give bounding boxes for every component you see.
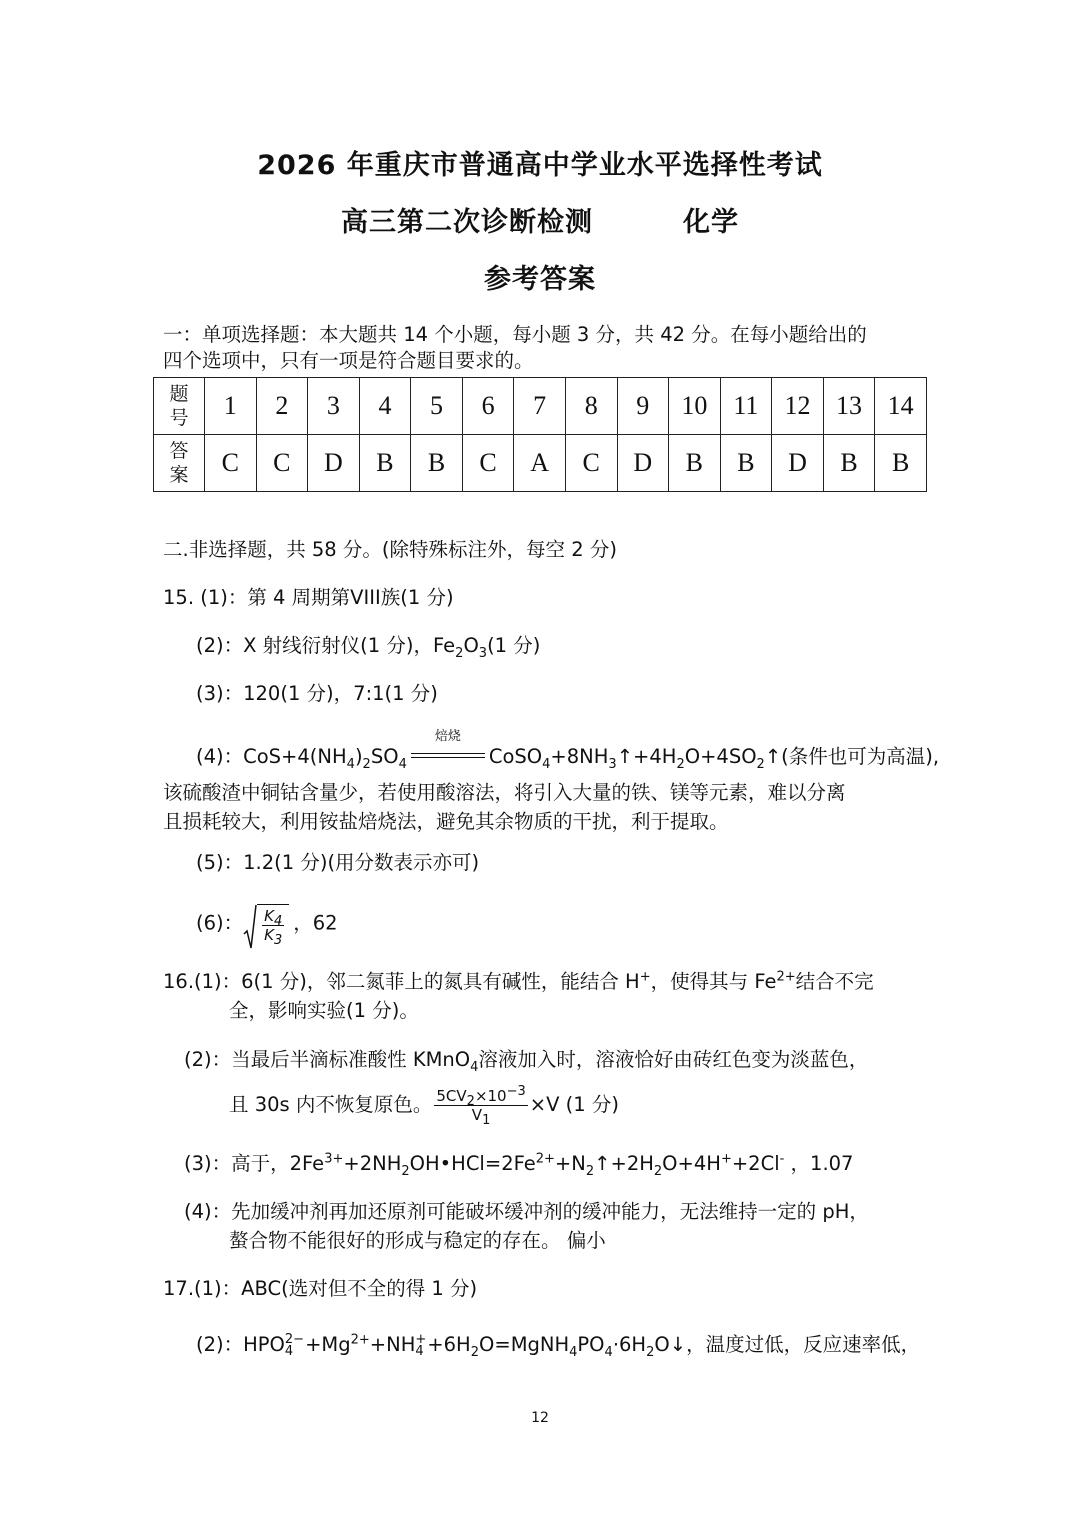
q17-part2: (2)：HPO 2− 4 $+Mg^{2+}+NH$ + 4 $+6H_2O=MgNH_4PO_4\cdot 6H_2O↓$，温度过低，反应速率低，: [196, 1331, 921, 1360]
answer-cell: D: [772, 435, 824, 492]
q16-part2-line2: 且 30s 内不恢复原色。 $\frac{5CV_2\times 10^{-3}}{V_1}$ ×V (1 分): [229, 1084, 619, 1128]
reaction-condition: 焙烧: [411, 742, 485, 772]
question-number-cell: 2: [256, 378, 308, 435]
question-number-cell: 12: [772, 378, 824, 435]
q15-part4-line3: 且损耗较大，利用铵盐焙烧法，避免其余物质的干扰，利于提取。: [163, 810, 729, 833]
q16-part3: (3)：高于，$2Fe^{3+}+2NH_2OH•HCl=2Fe^{2+}+N_2↑+2H_2O+4H^++2Cl^-$ ，1.07: [184, 1151, 854, 1179]
question-number-cell: 14: [875, 378, 927, 435]
answer-cell: B: [669, 435, 721, 492]
q15-part3: (3)：120(1 分)，7:1(1 分): [196, 682, 438, 705]
q17-part1: 17.(1)：ABC(选对但不全的得 1 分): [163, 1277, 478, 1300]
q15-part5: (5)：1.2(1 分)(用分数表示亦可): [196, 851, 480, 874]
q15-part6: (6)： $\frac{K_4}{K_3}$ ，62: [196, 904, 338, 944]
question-number-cell: 1: [205, 378, 257, 435]
q15-part4-equation: (4)：$CoS+4(NH_4)_2SO_4$ 焙烧 $CoSO_4+8NH_3↑+4H_2O+4SO_2↑$(条件也可为高温),: [196, 729, 940, 772]
answer-cell: C: [205, 435, 257, 492]
section2-heading: 二.非选择题，共 58 分。(除特殊标注外，每空 2 分): [163, 538, 617, 561]
answer-cell: C: [462, 435, 514, 492]
answer-cell: D: [617, 435, 669, 492]
question-number-cell: 10: [669, 378, 721, 435]
q16-part2-line1: (2)：当最后半滴标准酸性 KMnO$_4$溶液加入时，溶液恰好由砖红色变为淡蓝色，: [184, 1048, 869, 1075]
q15-part1: 15. (1)：第 4 周期第VIII族(1 分): [163, 586, 454, 609]
answer-cell: D: [308, 435, 360, 492]
answer-cell: B: [359, 435, 411, 492]
question-number-cell: 13: [823, 378, 875, 435]
answer-cell: C: [256, 435, 308, 492]
q16-part1-line2: 全，影响实验(1 分)。: [229, 999, 419, 1022]
exam-subtitle: [0, 200, 1080, 239]
question-number-cell: 4: [359, 378, 411, 435]
page-number: 12: [531, 1410, 549, 1426]
sqrt-expression: $\frac{K_4}{K_3}$: [243, 904, 289, 944]
answer-cell: B: [411, 435, 463, 492]
answer-cell: C: [565, 435, 617, 492]
question-number-cell: 8: [565, 378, 617, 435]
row-header-question: 题 号: [154, 378, 205, 435]
question-number-cell: 9: [617, 378, 669, 435]
exam-subtitle-left: 高三第二次诊断检测: [341, 207, 593, 238]
question-number-cell: 11: [720, 378, 772, 435]
q16-part1-line1: 16.(1)：6(1 分)，邻二氮菲上的氮具有碱性，能结合 H+，使得其与 $Fe^{2+}$结合不完: [163, 969, 874, 993]
answer-cell: A: [514, 435, 566, 492]
row-header-answer: 答 案: [154, 435, 205, 492]
question-number-cell: 3: [308, 378, 360, 435]
question-number-cell: 6: [462, 378, 514, 435]
answer-table: [153, 377, 927, 492]
question-number-cell: 7: [514, 378, 566, 435]
concentration-fraction: $\frac{5CV_2\times 10^{-3}}{V_1}$: [436, 1084, 526, 1128]
answer-cell: B: [823, 435, 875, 492]
q16-part4-line2: 螯合物不能很好的形成与稳定的存在。 偏小: [229, 1229, 606, 1252]
subject-label: 化学: [683, 207, 739, 238]
section1-instruction-line1: 一：单项选择题：本大题共 14 个小题，每小题 3 分，共 42 分。在每小题给出的: [163, 323, 867, 346]
q15-part4-line2: 该硫酸渣中铜钴含量少，若使用酸溶法，将引入大量的铁、镁等元素，难以分离: [163, 781, 846, 804]
answer-key-title: 参考答案: [484, 264, 596, 295]
q16-part4-line1: (4)：先加缓冲剂再加还原剂可能破坏缓冲剂的缓冲能力，无法维持一定的 pH，: [184, 1200, 869, 1223]
answer-table-number-row: [154, 378, 927, 435]
exam-title: 2026 年重庆市普通高中学业水平选择性考试: [257, 150, 823, 181]
radical-sign-icon: [243, 904, 257, 950]
answer-cell: B: [720, 435, 772, 492]
section1-instruction: [163, 322, 943, 374]
question-number-cell: 5: [411, 378, 463, 435]
section1-instruction-line2: 四个选项中，只有一项是符合题目要求的。: [163, 349, 534, 372]
answer-table-answer-row: [154, 435, 927, 492]
q15-part2: (2)：X 射线衍射仪(1 分)，$Fe_2O_3(1$ 分): [196, 634, 541, 661]
answer-cell: B: [875, 435, 927, 492]
